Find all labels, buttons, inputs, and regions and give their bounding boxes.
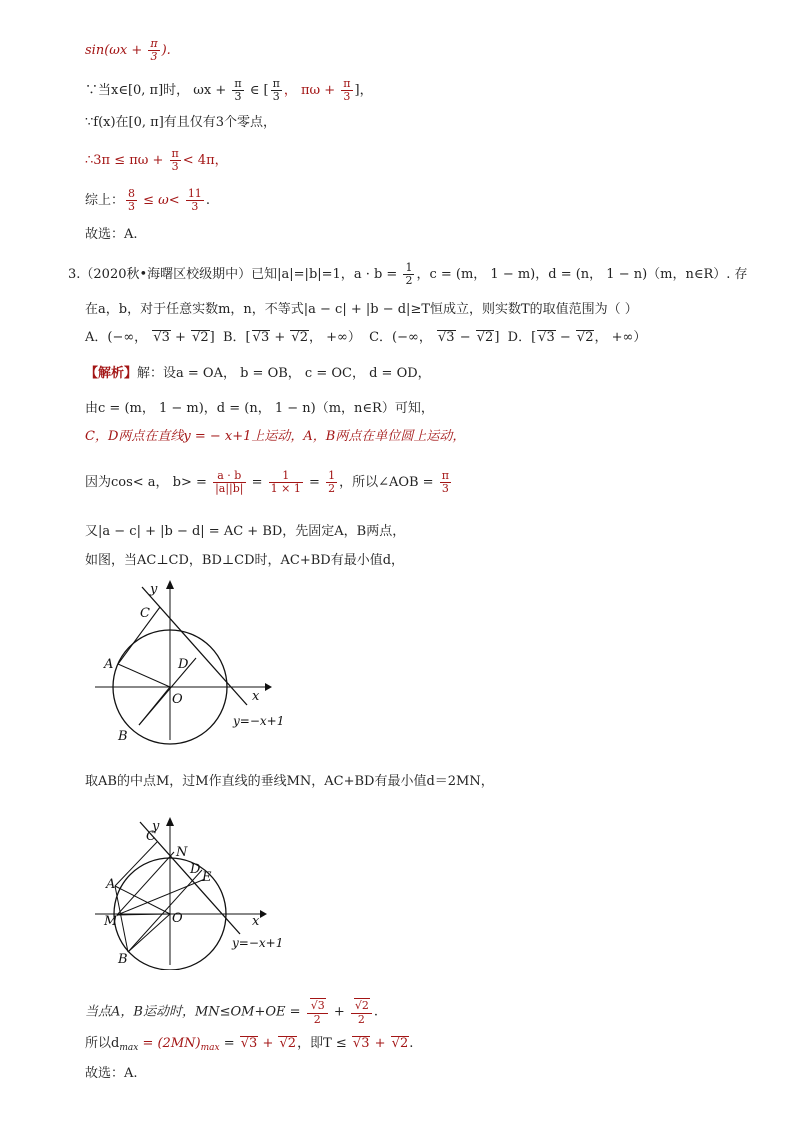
label-y: y: [152, 819, 160, 834]
label-C: C: [146, 829, 156, 844]
option-b: B．[√ 3 + √ 2， +∞）: [223, 330, 361, 345]
line-sin: sin(ωx + $\frac{\pi}{3}$ ).: [85, 37, 171, 63]
label-D: D: [178, 657, 189, 672]
answer-line-1: 故选：A.: [85, 227, 138, 242]
x-axis-arrow: [260, 910, 267, 918]
label-A: A: [104, 657, 114, 672]
option-d: D．[√ 3 − √ 2， +∞）: [508, 330, 647, 345]
segment-AC: [118, 607, 160, 664]
solution-line-9: 所以$d_{max} = (2MN)_{max}$ = √ 3 + √ 2，即T ≤ √ 3 + √ 2.: [85, 1036, 413, 1056]
solution-line-7: 取AB的中点M，过M作直线的垂线MN，AC+BD有最小值d＝2MN，: [85, 774, 494, 789]
label-y: y: [150, 582, 158, 597]
label-B: B: [118, 729, 128, 744]
solution-line-6: 如图，当AC⊥CD，BD⊥CD时，AC+BD有最小值d，: [85, 553, 405, 568]
line-summary: 综上： $\frac{8}{3}$ ≤ ω< $\frac{11}{3}$ .: [85, 187, 210, 213]
label-x: x: [252, 689, 260, 704]
segment-AC: [115, 842, 157, 886]
label-A: A: [106, 877, 116, 892]
solution-line-3: C，D两点在直线y = − x+1上运动，A，B两点在单位圆上运动，: [85, 429, 466, 444]
figure-1: [90, 575, 300, 750]
problem-3-line-1: 3.（2020秋•海曙区校级期中）已知|a|=|b|=1，a · b = $\frac{1}{2}$ ，c = (m， 1 − m)，d = (n， 1 − n)（m，n∈R）. 存: [68, 261, 748, 287]
label-O: O: [172, 692, 183, 707]
label-N: N: [176, 845, 188, 860]
label-O: O: [172, 911, 183, 926]
option-a: A．(−∞， √ 3 + √ 2]: [85, 330, 215, 345]
line-interval: ∵当x∈[0, π]时， ωx + $\frac{\pi}{3}$ ∈ [ $\frac{\pi}{3}$ ， πω + $\frac{\pi}{3}$ ]，: [85, 77, 373, 103]
solution-line-8: 当点A，B运动时，MN≤OM+OE = √ $\frac{3}{2}$ + √ $\frac{2}{2}$ .: [85, 998, 378, 1026]
answer-line-2: 故选：A.: [85, 1066, 138, 1081]
solution-line-2: 由c = (m， 1 − m)，d = (n， 1 − n)（m，n∈R）可知，: [85, 401, 434, 416]
label-C: C: [140, 606, 150, 621]
y-axis-arrow: [166, 580, 174, 589]
solution-line-4: 因为cos< a， b> = $\frac{a \cdot b}{|a||b|}$ = $\frac{1}{1 \times 1}$ = $\frac{1}{2}$ ，所以∠AOB = $\frac{\pi}{3}$: [85, 469, 449, 495]
line-zeros: ∵f(x)在[0, π]有且仅有3个零点，: [85, 115, 277, 130]
label-x: x: [252, 914, 260, 929]
line-inequality: ∴3π ≤ πω + $\frac{\pi}{3}$ < 4π，: [85, 147, 228, 173]
option-c: C．(−∞， √ 3 − √ 2]: [369, 330, 499, 345]
problem-3-options: [85, 330, 646, 346]
label-M: M: [104, 914, 118, 929]
segment-OA: [118, 664, 170, 687]
segment-OB: [128, 914, 170, 952]
label-line: y=−x+1: [232, 936, 284, 950]
solution-line-1: 【解析】解：设a = OA， b = OB， c = OC， d = OD，: [85, 366, 431, 381]
x-axis-arrow: [265, 683, 272, 691]
label-D: D: [190, 862, 201, 877]
segment-OB: [139, 687, 170, 725]
analysis-tag: 【解析】: [85, 366, 138, 381]
fraction: $\frac{\pi}{3}$: [150, 37, 158, 63]
label-line: y=−x+1: [233, 714, 285, 728]
solution-line-5: 又|a − c| + |b − d| = AC + BD，先固定A，B两点，: [85, 524, 406, 539]
label-B: B: [118, 952, 128, 967]
label-E: E: [202, 870, 212, 885]
y-axis-arrow: [166, 817, 174, 826]
figure-2: [90, 810, 300, 970]
segment-OA: [115, 886, 170, 914]
problem-3-line-2: 在a，b，对于任意实数m，n，不等式|a − c| + |b − d|≥T恒成立，则实数T的取值范围为（ ）: [85, 302, 638, 317]
segment-MN: [117, 852, 174, 915]
